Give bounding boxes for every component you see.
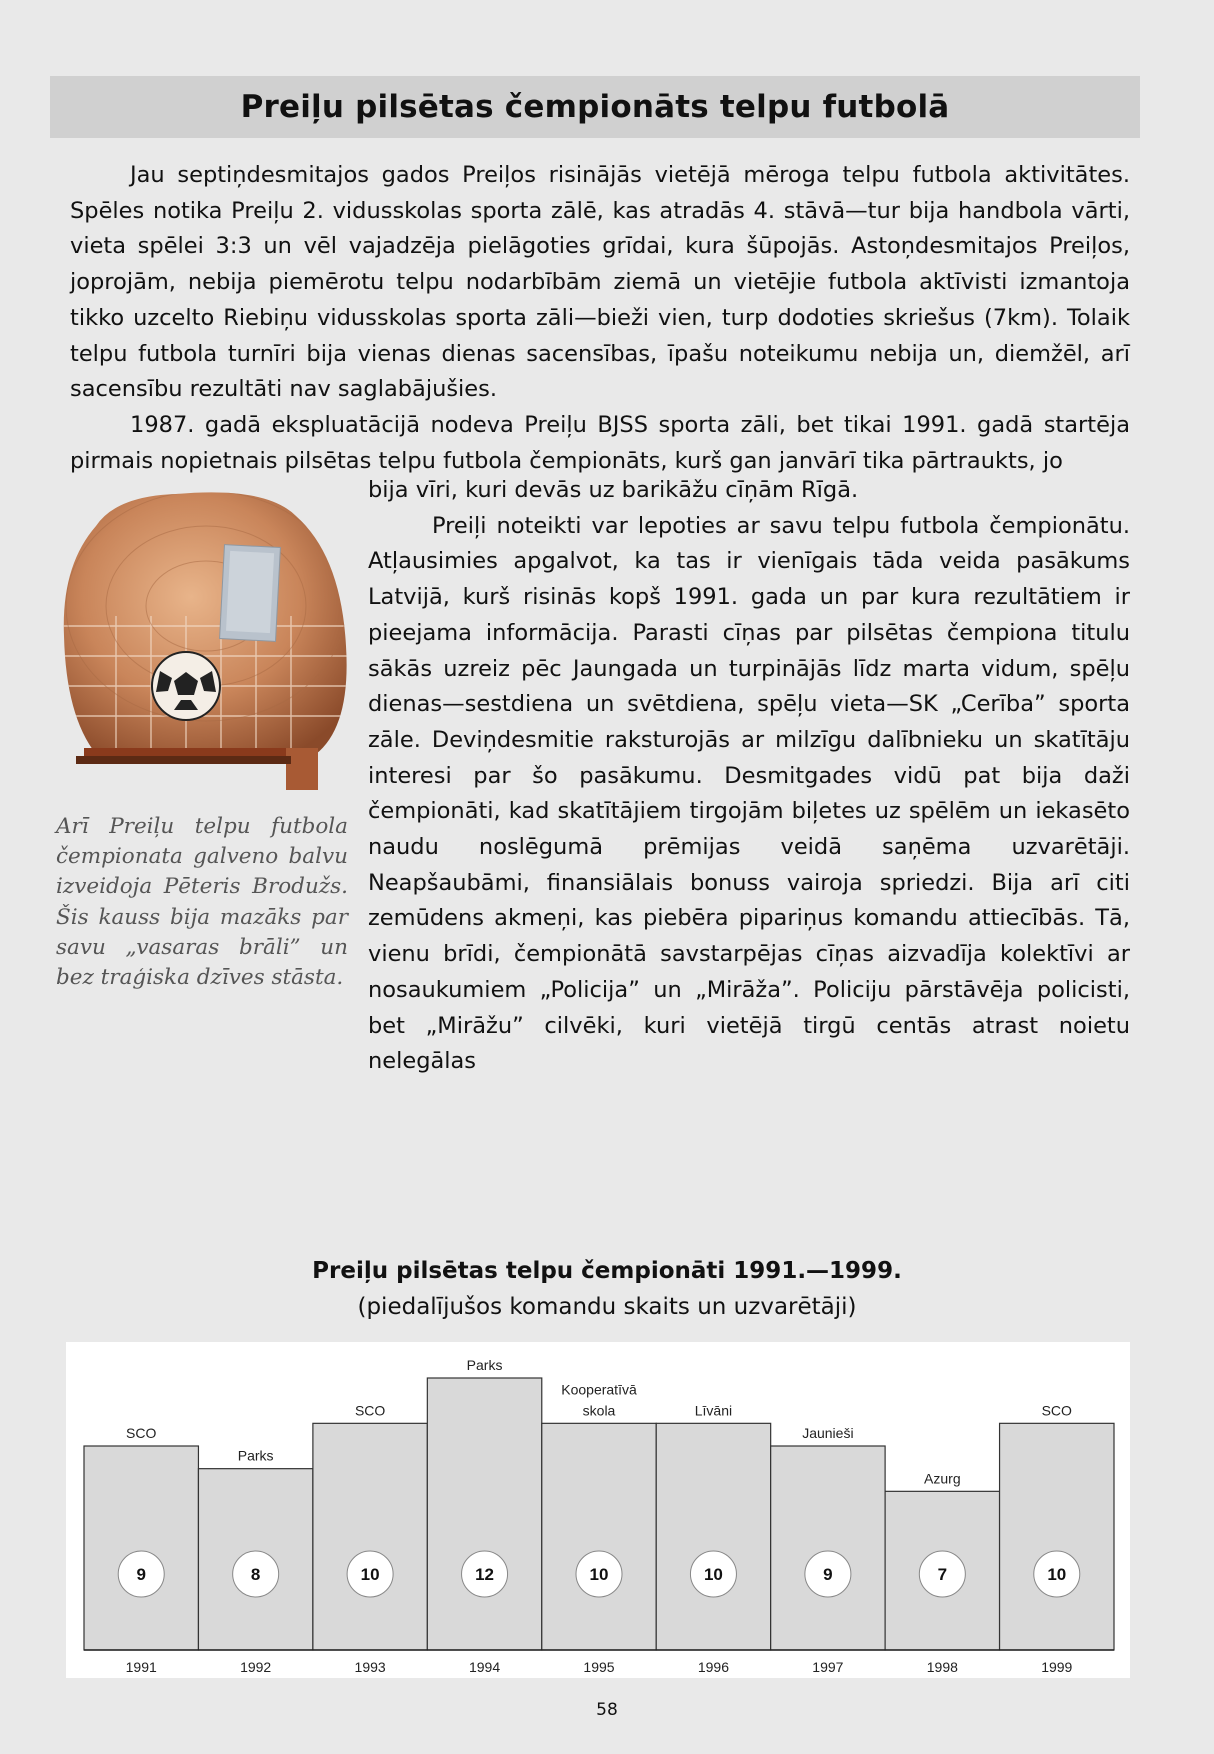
page-title: Preiļu pilsētas čempionāts telpu futbolā [240, 89, 950, 125]
body-text-top [70, 158, 1130, 479]
chart-winner-label: SCO [1041, 1402, 1072, 1419]
chart-winner-label: SCO [126, 1425, 157, 1441]
chart-winner-label: Parks [466, 1357, 503, 1373]
chart-title: Preiļu pilsētas telpu čempionāti 1991.—1999. [312, 1258, 902, 1284]
chart-bar [1000, 1423, 1114, 1650]
chart-x-tick-label: 1998 [926, 1659, 958, 1675]
chart-x-tick-label: 1995 [583, 1659, 615, 1675]
figure-caption: Arī Preiļu telpu futbola čempionata galveno balvu izveidoja Pēteris Brodužs. Šis kauss bija mazāks par savu „vasaras brāli” un bez traģiska dzīves stāsta. [56, 814, 348, 991]
chart-x-tick-label: 1996 [697, 1659, 730, 1675]
chart-bar [771, 1446, 885, 1650]
page-number: 58 [596, 1700, 618, 1720]
text-beside-figure [368, 473, 1130, 1080]
chart-x-tick-label: 1994 [468, 1659, 501, 1675]
chart-value-label: 9 [823, 1565, 833, 1584]
chart-winner-label: Līvāni [694, 1402, 733, 1419]
chart-value-label: 9 [136, 1565, 146, 1584]
chart-winner-label: Parks [237, 1447, 274, 1464]
chart-x-tick-label: 1991 [125, 1659, 157, 1675]
chart-x-tick-label: 1997 [812, 1659, 844, 1675]
chart-bar [542, 1423, 656, 1650]
chart-value-label: 12 [475, 1565, 495, 1584]
chart-bar [313, 1423, 427, 1650]
chart-bar [427, 1378, 541, 1650]
paragraph-3: Preiļi noteikti var lepoties ar savu telpu futbola čempionātu. Atļausimies apgalvot, ka tas ir vienīgais tāda veida pasākums Latvijā, kurš risinās kopš 1991. gada un par kura rezultātiem ir pieejama informācija. Parasti cīņas par pilsētas čempiona titulu sākās uzreiz pēc Jaungada un turpinājās līdz marta vidum, spēļu dienas—sestdiena un svētdiena, spēļu vieta—SK „Cerība” sporta zāle. Deviņdesmitie raksturojās ar milzīgu dalībnieku un skatītāju interesi par šo pasākumu. Desmitgades vidū pat bija daži čempionāti, kad skatītājiem tirgojām biļetes uz spēlēm un iekasēto naudu noslēgumā prēmijas veidā saņēma uzvarētāji. Neapšaubāmi, finansiālais bonuss vairoja spriedzi. Bija arī citi zemūdens akmeņi, kas piebēra pipariņus komandu attiecībās. Tā, vienu brīdi, čempionātā savstarpējas cīņas aizvadīja kolektīvi ar nosaukumiem „Policija” un „Mirāža”. Policiju pārstāvēja policisti, bet „Mirāžu” cilvēki, kuri vietējā tirgū centās atrast noietu nelegālas [368, 512, 1130, 1075]
trophy-with-ball-icon [56, 486, 356, 796]
chart-winner-label: skola [582, 1402, 616, 1419]
paragraph-1: Jau septiņdesmitajos gados Preiļos risinājās vietējā mēroga telpu futbola aktivitātes. Spēles notika Preiļu 2. vidusskolas sporta zālē, kas atradās 4. stāvā—tur bija handbola vārti, vieta spēlei 3:3 un vēl vajadzēja pielāgoties grīdai, kura šūpojās. Astoņdesmitajos Preiļos, joprojām, nebija piemērotu telpu nodarbībām ziemā un vietējie futbola aktīvisti izmantoja tikko uzcelto Riebiņu vidusskolas sporta zāli—bieži vien, turp dodoties skriešus (7km). Tolaik telpu futbola turnīri bija vienas dienas sacensības, īpašu noteikumu nebija un, diemžēl, arī sacensību rezultāti nav saglabājušies. [70, 162, 1130, 403]
chart-winner-label: SCO [354, 1402, 386, 1419]
chart-x-tick-label: 1993 [354, 1659, 386, 1675]
chart-value-label: 10 [360, 1565, 380, 1584]
chart-value-label: 10 [703, 1565, 723, 1584]
paragraph-2-end: bija vīri, kuri devās uz barikāžu cīņām Rīgā. [368, 477, 859, 503]
chart-winner-label: Azurg [924, 1470, 961, 1487]
chart-x-tick-label: 1999 [1041, 1659, 1073, 1675]
paragraph-2-start: 1987. gadā ekspluatācijā nodeva Preiļu BJSS sporta zāli, bet tikai 1991. gadā startēja pirmais nopietnais pilsētas telpu futbola čempionāts, kurš gan janvārī tika pārtraukts, jo [70, 411, 1130, 474]
chart-x-tick-label: 1992 [240, 1659, 272, 1675]
title-bar [50, 76, 1140, 138]
chart-value-label: 10 [589, 1565, 609, 1584]
chart-value-label: 7 [937, 1565, 948, 1584]
chart-bar [84, 1446, 198, 1650]
chart-value-label: 10 [1047, 1565, 1067, 1584]
chart-winner-label: Kooperatīvā [561, 1381, 637, 1398]
chart-subtitle: (piedalījušos komandu skaits un uzvarētāji) [357, 1294, 857, 1320]
chart-bar [656, 1423, 770, 1650]
chart-value-label: 8 [250, 1565, 261, 1584]
bar-chart [66, 1342, 1130, 1678]
chart-winner-label: Jaunieši [802, 1425, 854, 1441]
